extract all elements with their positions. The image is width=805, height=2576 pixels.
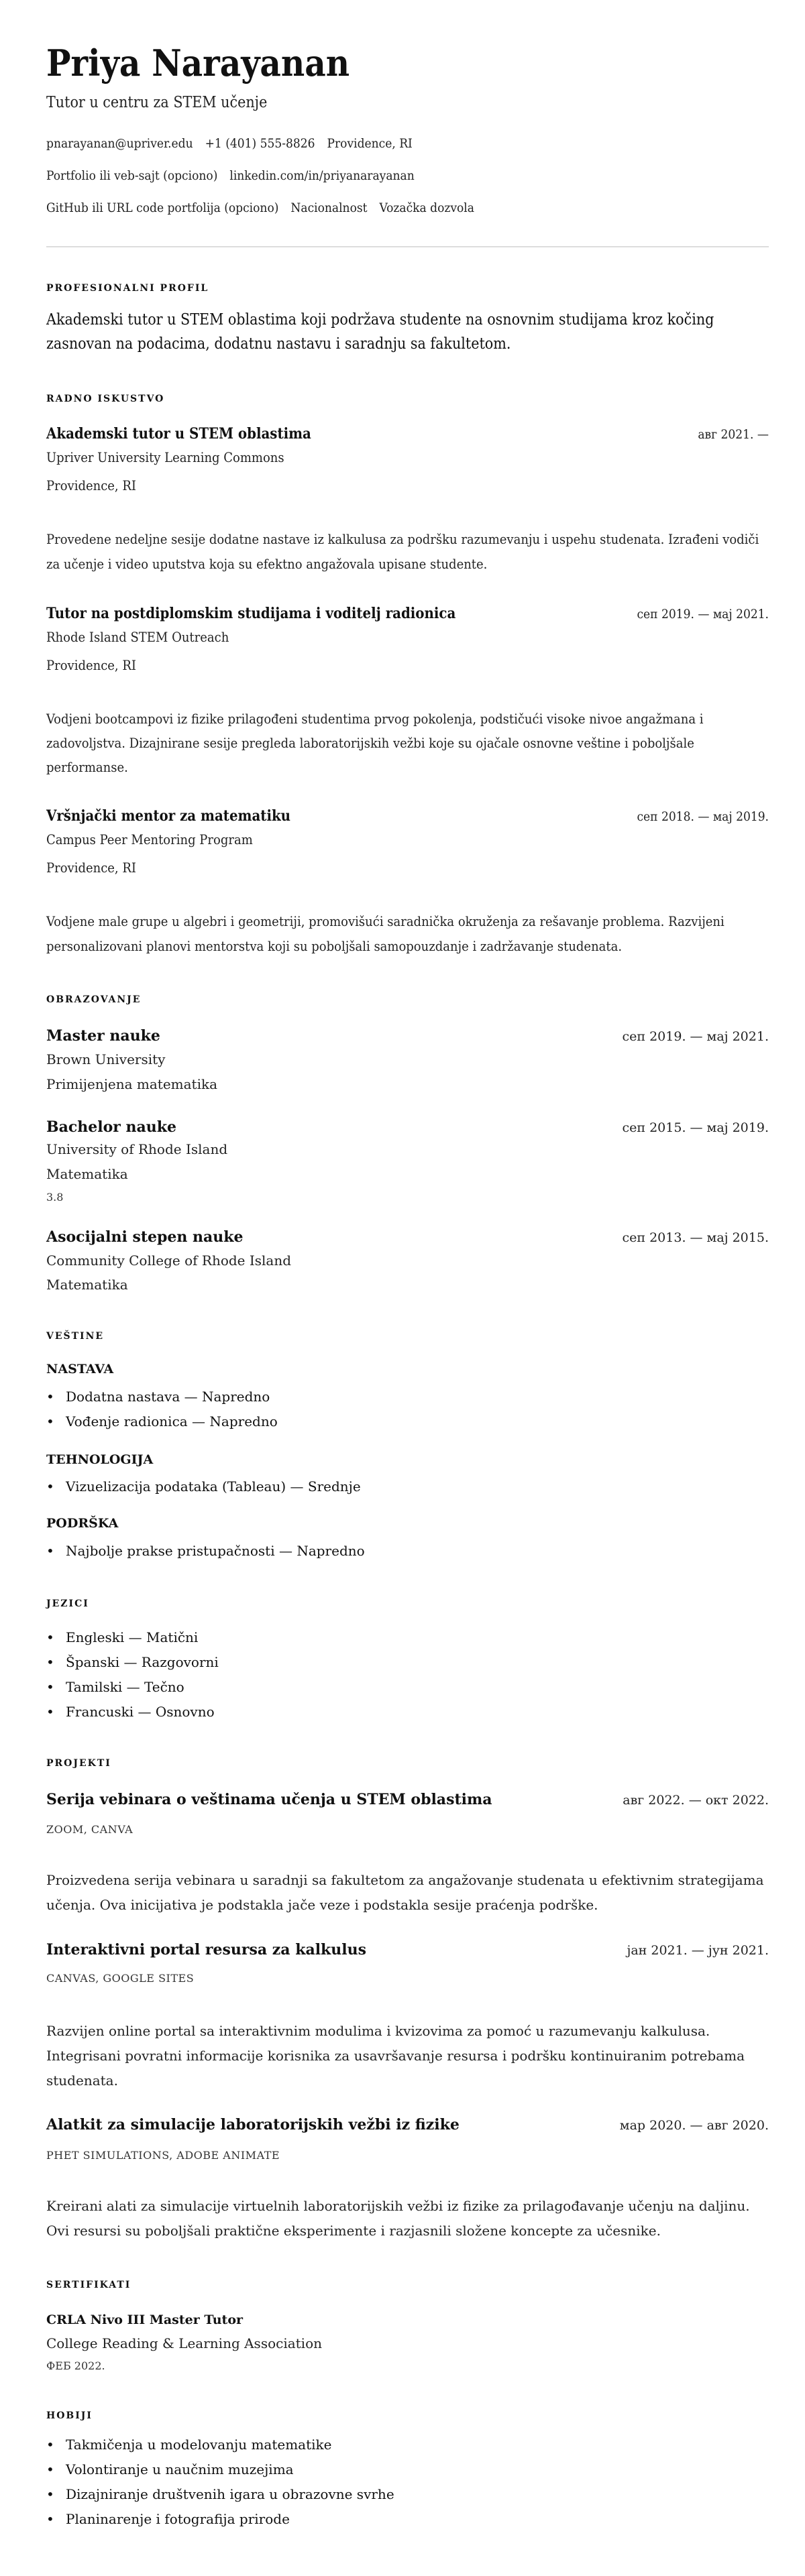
skill-category: PODRŠKA <box>46 1516 119 1531</box>
project-tools: PHET SIMULATIONS, ADOBE ANIMATE <box>46 2149 280 2162</box>
entry-date: авг 2021. — <box>698 427 769 442</box>
certificate-name: CRLA Nivo III Master Tutor <box>46 2312 244 2327</box>
language-item: • Engleski — Matični <box>46 1625 769 1650</box>
location: Providence, RI <box>327 136 413 151</box>
divider <box>46 246 769 247</box>
entry-description: Vodjene male grupe u algebri i geometriji, promovišući saradnička okruženja za rešavanje problema. Razvijeni personalizovani planovi mentorstva koji su poboljšali samopouzdanje i zadržavanje studenata. <box>46 913 724 954</box>
school: Community College of Rhode Island <box>46 1252 292 1269</box>
entry-location: Providence, RI <box>46 860 137 876</box>
entry-date: сеп 2013. — мај 2015. <box>622 1230 769 1245</box>
entry-location: Providence, RI <box>46 657 137 673</box>
section-heading-profile: PROFESIONALNI PROFIL <box>46 283 209 294</box>
skill-list <box>46 1474 769 1499</box>
project-entry <box>46 1940 769 2093</box>
profile-text: Akademski tutor u STEM oblastima koji podržava studente na osnovnim studijama kroz kočing zasnovan na podacima, dodatnu nastavu i saradnju sa fakultetom. <box>46 311 714 353</box>
skill-category: NASTAVA <box>46 1362 114 1377</box>
degree: Master nauke <box>46 1027 160 1045</box>
phone: +1 (401) 555-8826 <box>205 136 315 151</box>
entry-title: Vršnjački mentor za matematiku <box>46 807 291 825</box>
hobby-list <box>46 2433 769 2532</box>
section-heading-certificates: SERTIFIKATI <box>46 2280 131 2290</box>
experience-entry <box>46 424 769 577</box>
gpa: 3.8 <box>46 1191 64 1204</box>
entry-date: мар 2020. — авг 2020. <box>619 2118 769 2133</box>
hobby-item: • Planinarenje i fotografija prirode <box>46 2507 769 2532</box>
project-title: Alatkit za simulacije laboratorijskih vežbi iz fizike <box>46 2116 460 2133</box>
language-item: • Tamilski — Tečno <box>46 1675 769 1700</box>
hobby-item: • Dizajniranje društvenih igara u obrazovne svrhe <box>46 2482 769 2507</box>
project-tools: CANVAS, GOOGLE SITES <box>46 1972 195 1985</box>
experience-entry <box>46 806 769 959</box>
github-link: GitHub ili URL code portfolija (opciono) <box>46 200 279 215</box>
skill-category: TEHNOLOGIJA <box>46 1452 154 1467</box>
field: Matematika <box>46 1166 128 1182</box>
contact-row <box>46 192 769 224</box>
contact-row <box>46 160 769 192</box>
section-heading-languages: JEZICI <box>46 1598 89 1609</box>
project-description: Proizvedena serija vebinara u saradnji sa fakultetom za angažovanje studenata u efektivnim strategijama učenja. Ova inicijativa je podstakla jače veze i podstakla sesije praćenja podrške. <box>46 1872 764 1913</box>
entry-title: Akademski tutor u STEM oblastima <box>46 425 311 443</box>
project-description: Kreirani alati za simulacije virtuelnih laboratorijskih vežbi iz fizike za prilagođavanje učenju na daljinu. Ovi resursi su poboljšali praktične eksperimente i razjasnili složene koncepte za učesnike. <box>46 2198 750 2239</box>
contact-row <box>46 127 769 160</box>
entry-date: авг 2022. — окт 2022. <box>623 1793 769 1808</box>
skill-item: • Dodatna nastava — Napredno <box>46 1385 769 1409</box>
entry-date: сеп 2015. — мај 2019. <box>622 1120 769 1135</box>
entry-location: Providence, RI <box>46 477 137 493</box>
skill-list <box>46 1539 769 1564</box>
entry-date: сеп 2019. — мај 2021. <box>637 607 769 622</box>
field: Primijenjena matematika <box>46 1076 218 1092</box>
field: Matematika <box>46 1277 128 1293</box>
school: Brown University <box>46 1051 166 1067</box>
language-item: • Španski — Razgovorni <box>46 1650 769 1675</box>
project-description: Razvijen online portal sa interaktivnim modulima i kvizovima za pomoć u razumevanju kalkulusa. Integrisani povratni informacije korisnika za usavršavanje resursa i podršku kontinuiranim potrebama studenata. <box>46 2023 745 2089</box>
language-list <box>46 1625 769 1724</box>
school: University of Rhode Island <box>46 1141 228 1157</box>
project-tools: ZOOM, CANVA <box>46 1823 133 1836</box>
language-item: • Francuski — Osnovno <box>46 1700 769 1724</box>
skill-item: • Vizuelizacija podataka (Tableau) — Srednje <box>46 1474 769 1499</box>
hobby-item: • Takmičenja u modelovanju matematike <box>46 2433 769 2457</box>
entry-company: Rhode Island STEM Outreach <box>46 629 229 645</box>
entry-date: сеп 2019. — мај 2021. <box>622 1029 769 1044</box>
project-entry <box>46 1790 769 1918</box>
certificate-org: College Reading & Learning Association <box>46 2335 322 2351</box>
drivers-license: Vozačka dozvola <box>379 200 474 215</box>
degree: Asocijalni stepen nauke <box>46 1228 244 1246</box>
certificate-date: ФЕБ 2022. <box>46 2359 105 2372</box>
education-entry <box>46 1227 769 1296</box>
candidate-name: Priya Narayanan <box>46 42 350 84</box>
entry-company: Upriver University Learning Commons <box>46 449 284 465</box>
education-entry <box>46 1026 769 1096</box>
section-heading-projects: PROJEKTI <box>46 1758 111 1769</box>
entry-company: Campus Peer Mentoring Program <box>46 831 253 847</box>
section-heading-experience: RADNO ISKUSTVO <box>46 394 165 404</box>
project-title: Interaktivni portal resursa za kalkulus <box>46 1941 367 1958</box>
email: pnarayanan@upriver.edu <box>46 136 193 151</box>
job-title: Tutor u centru za STEM učenje <box>46 94 268 111</box>
project-title: Serija vebinara o veštinama učenja u STEM oblastima <box>46 1791 492 1808</box>
section-heading-education: OBRAZOVANJE <box>46 994 142 1005</box>
project-entry <box>46 2115 769 2243</box>
skill-list <box>46 1385 769 1434</box>
entry-date: јан 2021. — јун 2021. <box>627 1943 769 1958</box>
linkedin-link: linkedin.com/in/priyanarayanan <box>229 168 415 183</box>
degree: Bachelor nauke <box>46 1118 177 1136</box>
education-entry <box>46 1117 769 1208</box>
hobby-item: • Volontiranje u naučnim muzejima <box>46 2457 769 2482</box>
section-heading-hobbies: HOBIJI <box>46 2410 93 2421</box>
section-heading-skills: VEŠTINE <box>46 1331 105 1342</box>
experience-entry <box>46 603 769 779</box>
nationality: Nacionalnost <box>290 200 368 215</box>
skill-item: • Najbolje prakse pristupačnosti — Napredno <box>46 1539 769 1564</box>
portfolio-link: Portfolio ili veb-sajt (opciono) <box>46 168 218 183</box>
entry-title: Tutor na postdiplomskim studijama i voditelj radionica <box>46 605 456 622</box>
entry-date: сеп 2018. — мај 2019. <box>637 809 769 824</box>
entry-description: Provedene nedeljne sesije dodatne nastave iz kalkulusa za podršku razumevanju i uspehu studenata. Izrađeni vodiči za učenje i video uputstva koja su efektno angažovala upisane studente. <box>46 531 759 572</box>
entry-description: Vodjeni bootcampovi iz fizike prilagođeni studentima prvog pokolenja, podstičući visoke nivoe angažmana i zadovoljstva. Dizajnirane sesije pregleda laboratorijskih vežbi koje su ojačale osnovne veštine i poboljšale performanse. <box>46 711 704 775</box>
skill-item: • Vođenje radionica — Napredno <box>46 1409 769 1434</box>
